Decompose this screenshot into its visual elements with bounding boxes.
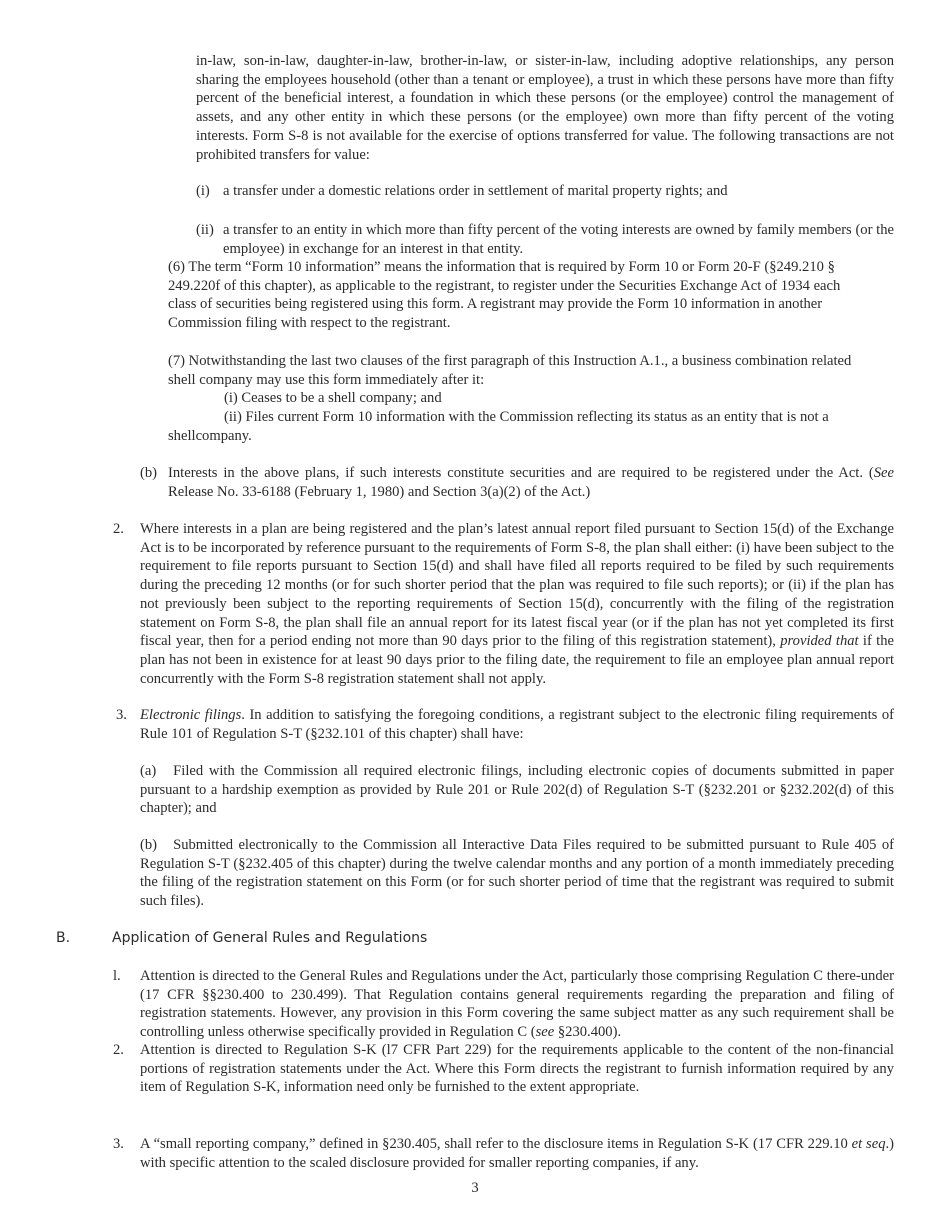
item-2-num: 2. (113, 521, 124, 537)
item-3-sub-a: (a) Filed with the Commission all required electronic filings, including electronic copies of documents submitted in paper pursuant to a hardship exemption as provided by Rule 201 or Rule 202(d) of Regulation S-T (§232.201 or §232.202(d) of this chapter); and (140, 763, 898, 817)
paragraph-7-item-i: (i) Ceases to be a shell company; and (224, 390, 442, 406)
item-3-text: Electronic filings. In addition to satisfying the foregoing conditions, a registrant subject to the electronic filing requirements of Rule 101 of Regulation S-T (§232.101 of this chapter) shall have: (140, 707, 894, 742)
transfer-num: (i) (196, 183, 210, 199)
list-item-text: A “small reporting company,” defined in §230.405, shall refer to the disclosure items in Regulation S-K (17 CFR 229.10 et seq.) with specific attention to the scaled disclosure provided for smaller reporting companies, if any. (140, 1136, 895, 1171)
continuation-paragraph: in-law, son-in-law, daughter-in-law, brother-in-law, or sister-in-law, including adoptive relationships, any person sharing the employees household (other than a tenant or employee), a trust in which these persons have more than fifty percent of the beneficial interest, a foundation in which these persons (or the employee) control the management of assets, and any other entity in which these persons (or the employee) own more than fifty percent of the voting interests. Form S-8 is not available for the exercise of options transferred for value. The following transactions are not prohibited transfers for value: (196, 53, 894, 163)
page-number: 3 (471, 1180, 479, 1196)
paragraph-6: (6) The term “Form 10 information” means the information that is required by Form 10 or Form 20-F (§249.210 § 249.220f of this chapter), as applicable to the registrant, to register under the Securities Exchange Act of 1934 each class of securities being registered using this form. A registrant may provide the Form 10 information in another Commission filing with respect to the registrant. (168, 259, 841, 332)
list-item-text: Attention is directed to the General Rules and Regulations under the Act, particularly those comprising Regulation C there-under (17 CFR §§230.400 to 230.499). That Regulation contains general requirements regarding the preparation and filing of registration statements. However, any provision in this Form covering the same subject matter as any such requirement shall be controlling unless otherwise specifically provided in Regulation C (see §230.400). (140, 968, 894, 1041)
list-item-num: 3. (113, 1136, 124, 1152)
item-b-text: Interests in the above plans, if such interests constitute securities and are required to be registered under the Act. (See Release No. 33-6188 (February 1, 1980) and Section 3(a)(2) of the Act.) (168, 465, 894, 500)
list-item-num: 2. (113, 1042, 124, 1058)
list-item-text: Attention is directed to Regulation S-K (l7 CFR Part 229) for the requirements applicable to the content of the non-financial portions of registration statements under the Act. Where this Form directs the registrant to furnish information required by any item of Regulation S-K, information need only be furnished to the extent appropriate. (140, 1042, 894, 1096)
list-item-num: l. (113, 968, 121, 984)
paragraph-7-item-ii: (ii) Files current Form 10 information with the Commission reflecting its status as an entity that is not a shellcompany. (168, 409, 829, 444)
section-title: Application of General Rules and Regulations (112, 930, 428, 946)
paragraph-7-intro: (7) Notwithstanding the last two clauses of the first paragraph of this Instruction A.1., a business combination related shell company may use this form immediately after it: (168, 353, 852, 388)
item-3-sub-b: (b) Submitted electronically to the Commission all Interactive Data Files required to be submitted pursuant to Rule 405 of Regulation S-T (§232.405 of this chapter) during the twelve calendar months and any portion of a month immediately preceding the filing of the registration statement on this Form (or for such shorter period of time that the registrant was required to submit such files). (140, 837, 898, 910)
item-3-num: 3. (116, 707, 127, 723)
transfer-text: a transfer to an entity in which more than fifty percent of the voting interests are owned by family members (or the employee) in exchange for an interest in that entity. (223, 222, 894, 257)
transfer-num: (ii) (196, 222, 214, 238)
section-letter: B. (56, 930, 71, 946)
transfer-text: a transfer under a domestic relations order in settlement of marital property rights; and (223, 183, 728, 199)
item-b-num: (b) (140, 465, 158, 481)
item-2-text: Where interests in a plan are being registered and the plan’s latest annual report filed pursuant to Section 15(d) of the Exchange Act is to be incorporated by reference pursuant to the requirements of Form S-8, the plan shall either: (i) have been subject to the requirement to file reports pursuant to Section 15(d) and shall have filed all reports required to be filed by such requirements during the preceding 12 months (or for such shorter period that the plan was required to file such reports); or (ii) if the plan has not previously been subject to the reporting requirements of Section 15(d), concurrently with the filing of the registration statement on Form S-8, the plan shall file an annual report for its latest fiscal year (or if the plan has not yet completed its first fiscal year, then for a period ending not more than 90 days prior to the filing of this registration statement), provided that if the plan has not been in existence for at least 90 days prior to the filing date, the requirement to file an employee plan annual report concurrently with the Form S-8 registration statement shall not apply. (140, 521, 894, 687)
